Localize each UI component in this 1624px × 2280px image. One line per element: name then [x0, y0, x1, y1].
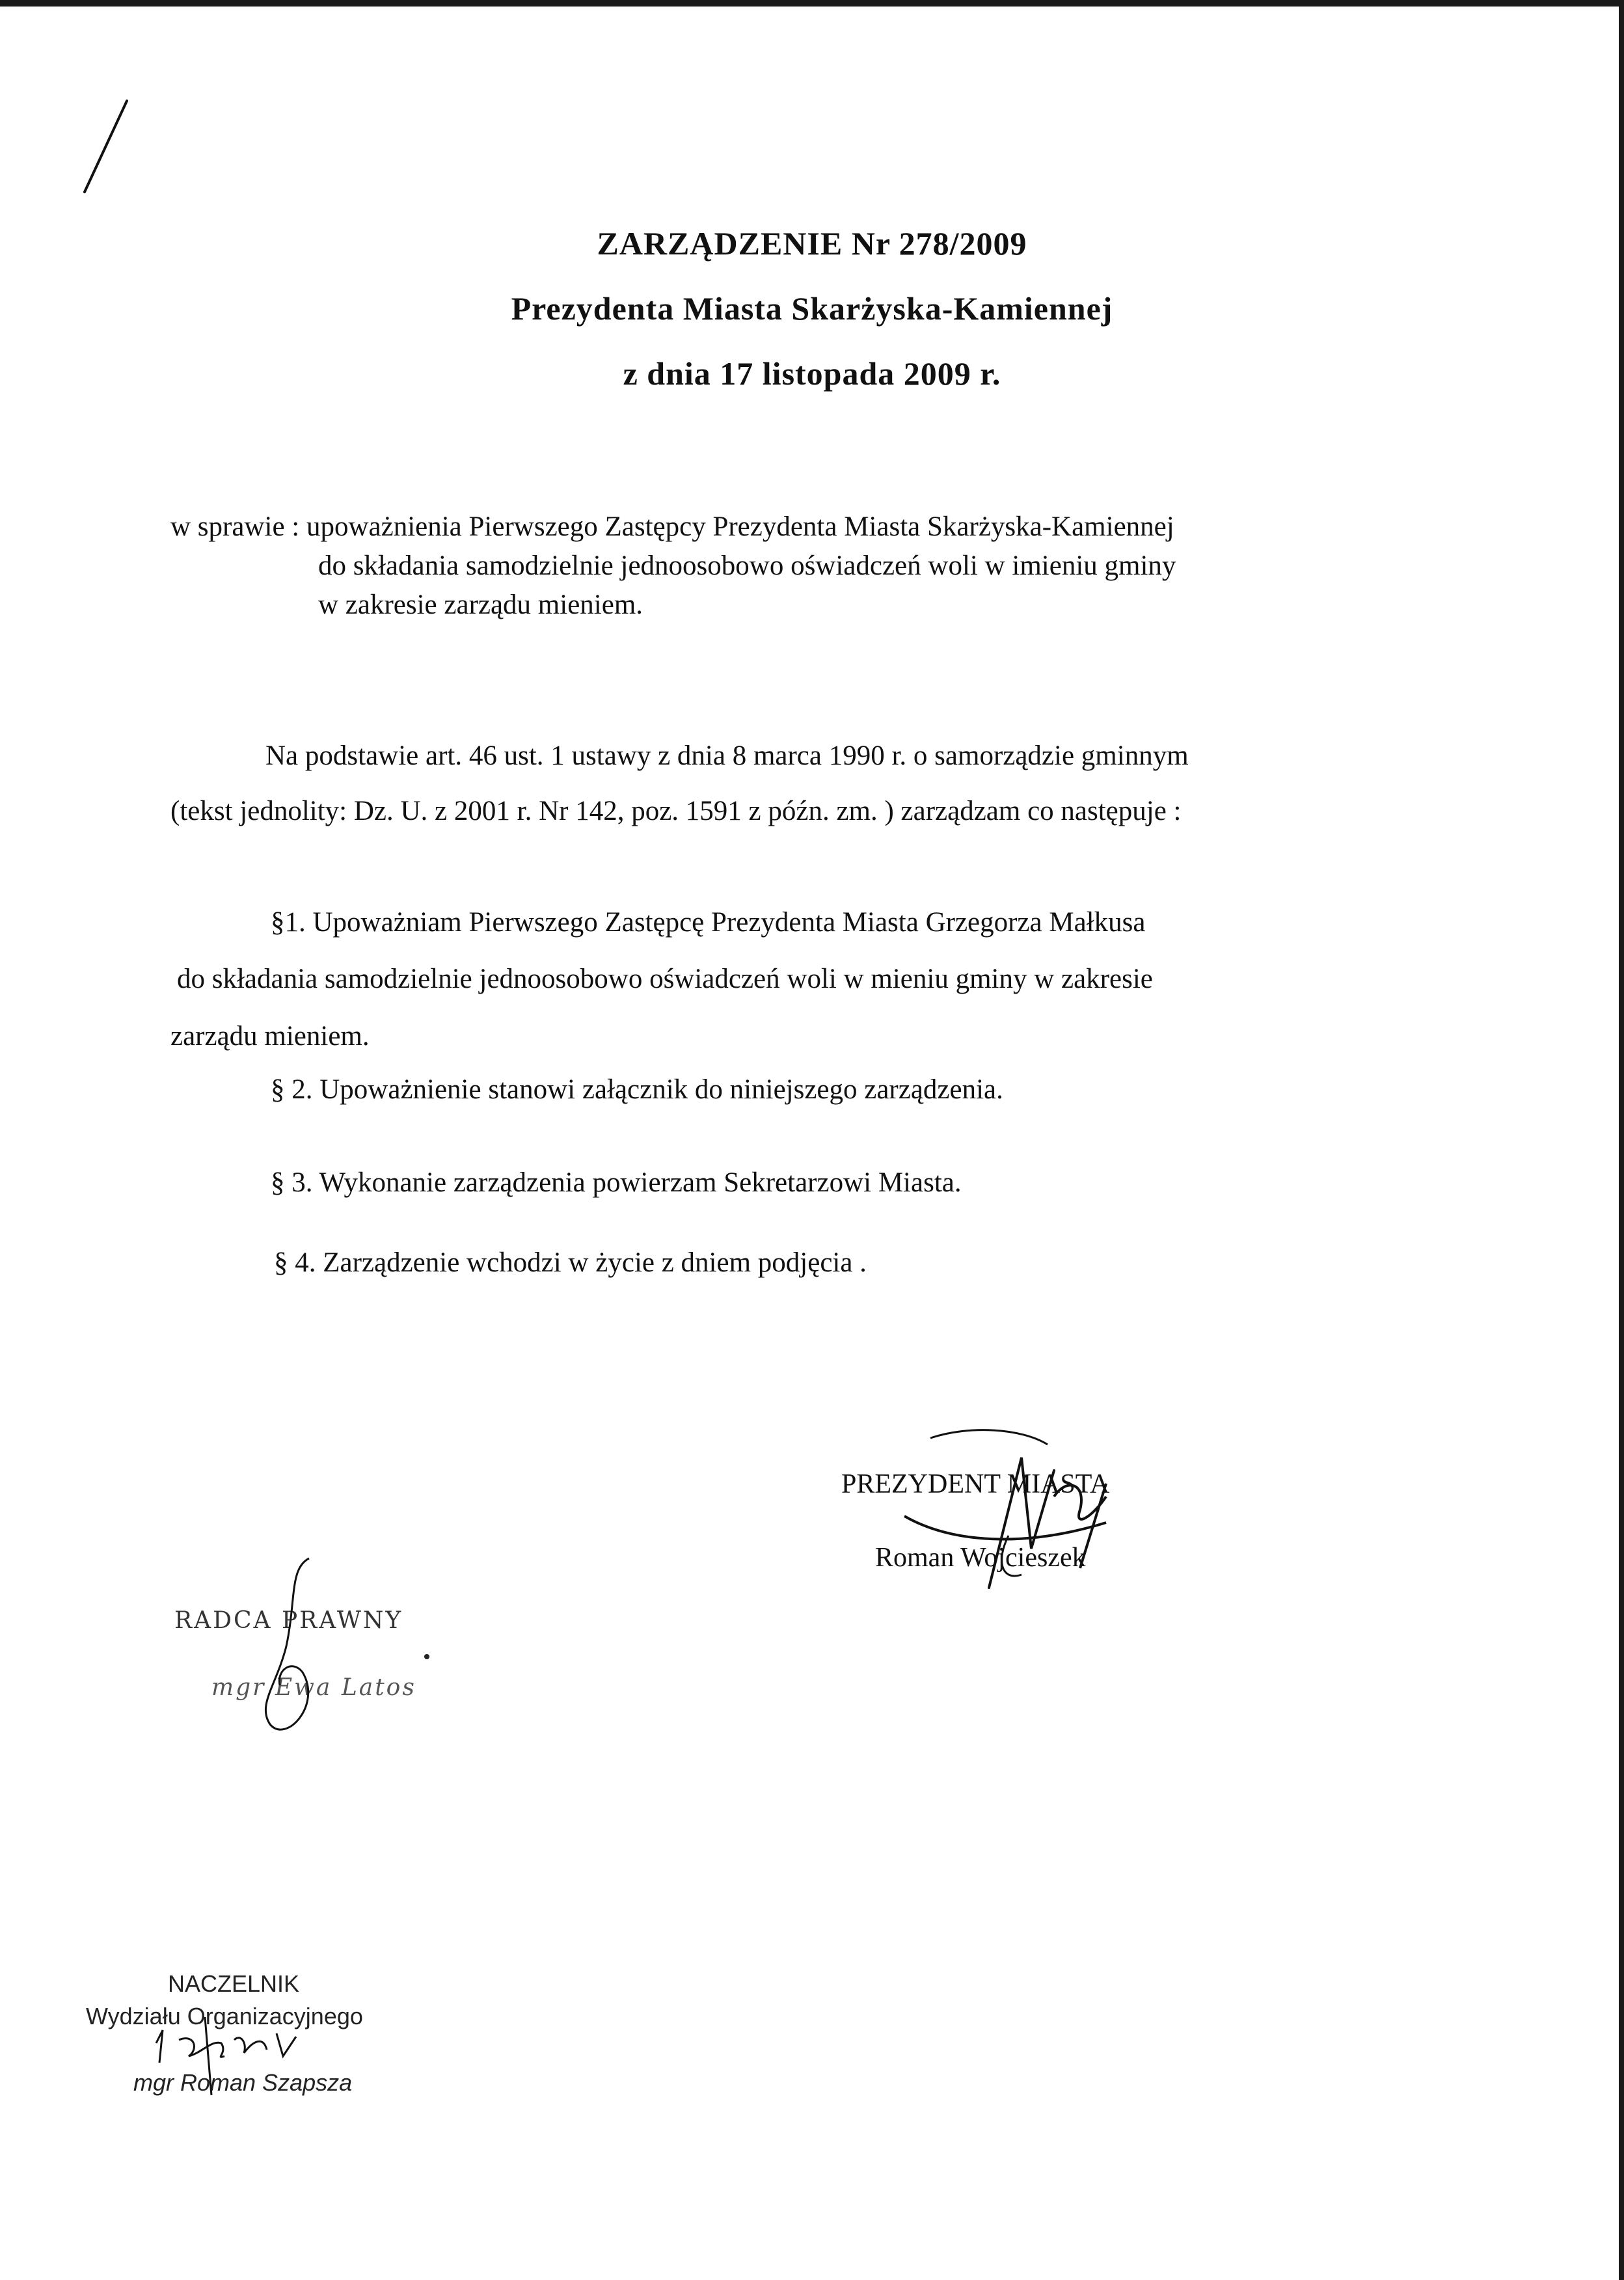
subject-line-2: do składania samodzielnie jednoosobowo oświadczeń woli w imieniu gminy — [318, 550, 1176, 581]
department-name: Wydziału Organizacyjnego — [86, 2003, 363, 2029]
subject-line-1: w sprawie : upoważnienia Pierwszego Zastępcy Prezydenta Miasta Skarżyska-Kamiennej — [170, 511, 1174, 542]
scan-border-right — [1619, 0, 1624, 2280]
paragraph-1-line-1: §1. Upoważniam Pierwszego Zastępcę Prezydenta Miasta Grzegorza Małkusa — [271, 907, 1146, 938]
stamp-dot — [424, 1654, 429, 1659]
department-head-name: mgr Roman Szapsza — [133, 2069, 353, 2096]
document-title: ZARZĄDZENIE Nr 278/2009 — [597, 225, 1027, 262]
paragraph-4: § 4. Zarządzenie wchodzi w życie z dniem podjęcia . — [274, 1247, 867, 1278]
subject-line-3: w zakresie zarządu mieniem. — [318, 590, 643, 620]
scan-border-top — [0, 0, 1624, 7]
signatory-title: PREZYDENT MIASTA — [841, 1469, 1110, 1499]
paragraph-2: § 2. Upoważnienie stanowi załącznik do niniejszego zarządzenia. — [271, 1074, 1003, 1105]
president-signature — [891, 1418, 1171, 1614]
pen-stroke-mark — [65, 94, 143, 198]
paragraph-1-line-3: zarządu mieniem. — [170, 1021, 370, 1052]
department-head-stamp-title: NACZELNIK — [168, 1970, 300, 1997]
document-issuer: Prezydenta Miasta Skarżyska-Kamiennej — [511, 290, 1113, 327]
signatory-name: Roman Wojcieszek — [875, 1543, 1086, 1573]
legal-advisor-signature — [250, 1555, 329, 1737]
legal-basis-line-2: (tekst jednolity: Dz. U. z 2001 r. Nr 142, poz. 1591 z późn. zm. ) zarządzam co następuje : — [170, 796, 1182, 826]
paragraph-3: § 3. Wykonanie zarządzenia powierzam Sekretarzowi Miasta. — [271, 1167, 962, 1198]
paragraph-1-line-2: do składania samodzielnie jednoosobowo oświadczeń woli w mieniu gminy w zakresie — [177, 964, 1153, 994]
document-date: z dnia 17 listopada 2009 r. — [623, 355, 1001, 392]
legal-advisor-stamp-title: RADCA PRAWNY — [174, 1607, 403, 1634]
legal-advisor-stamp-name: mgr Ewa Latos — [211, 1674, 416, 1701]
department-head-signature — [150, 2004, 351, 2102]
legal-basis-line-1: Na podstawie art. 46 ust. 1 ustawy z dnia 8 marca 1990 r. o samorządzie gminnym — [265, 740, 1189, 771]
